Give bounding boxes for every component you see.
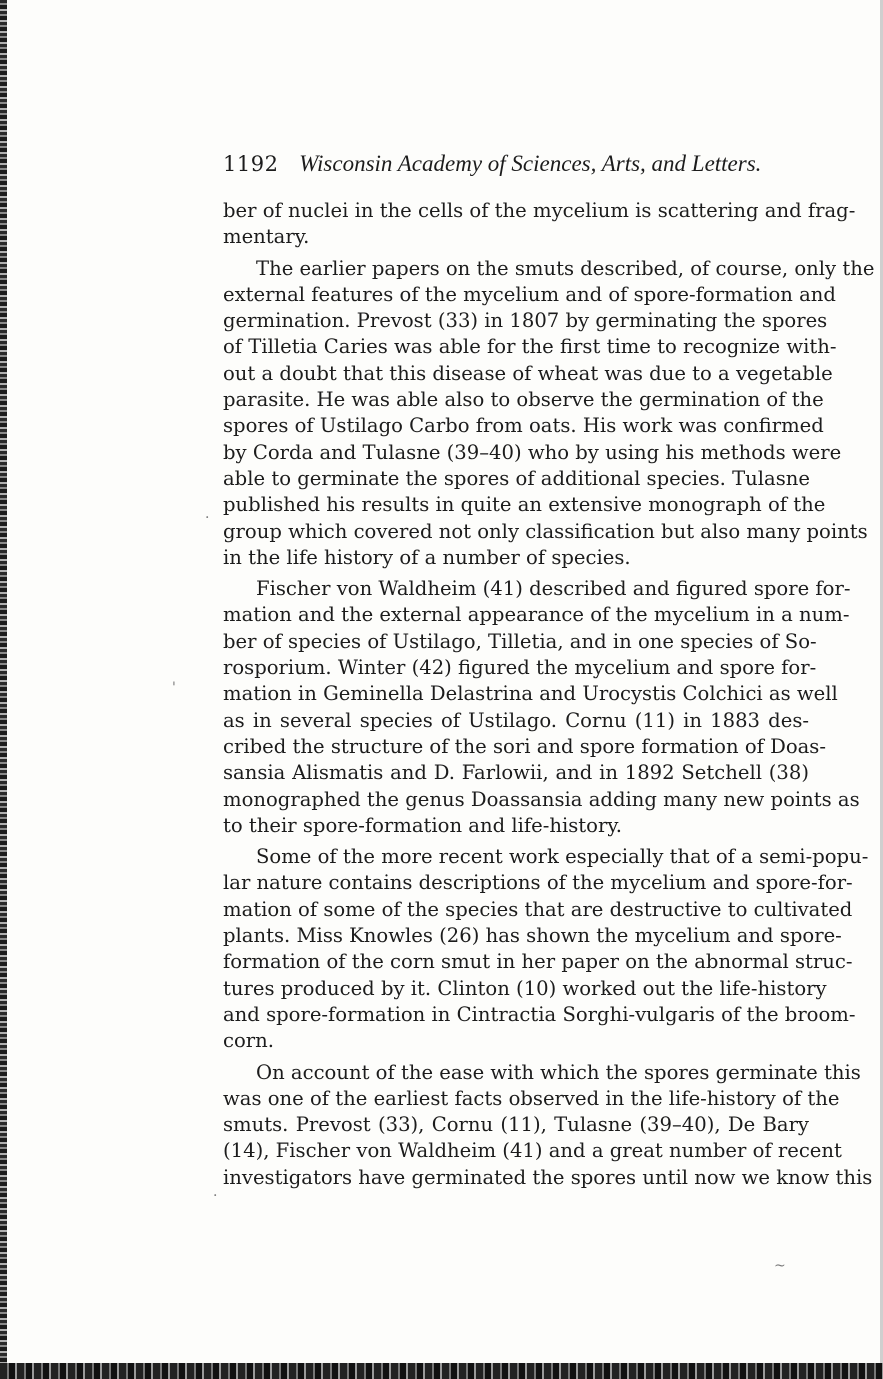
text-line: smuts. Prevost (33), Cornu (11), Tulasne (39–40), De Bary: [223, 1113, 809, 1137]
text-line: mation of some of the species that are destructive to cultivated: [223, 897, 853, 921]
paragraph: [223, 1060, 873, 1191]
text-line: Some of the more recent work especially that of a semi-popu-: [256, 845, 869, 869]
text-line: able to germinate the spores of additional species. Tulasne: [223, 466, 811, 490]
text-line: plants. Miss Knowles (26) has shown the mycelium and spore-: [223, 924, 842, 948]
text-line: tures produced by it. Clinton (10) worked out the life-history: [223, 976, 827, 1000]
text-line: rosporium. Winter (42) figured the mycelium and spore for-: [223, 656, 817, 680]
text-line: (14), Fischer von Waldheim (41) and a great number of recent: [223, 1139, 842, 1163]
text-line: On account of the ease with which the spores germinate this: [256, 1060, 861, 1084]
text-line: was one of the earliest facts observed in the life-history of the: [223, 1086, 840, 1110]
text-line: investigators have germinated the spores until now we know this: [223, 1165, 873, 1189]
page-header: [223, 147, 793, 181]
stray-mark: ·: [213, 1188, 218, 1204]
text-line: spores of Ustilago Carbo from oats. His work was confirmed: [223, 414, 824, 438]
text-line: group which covered not only classification but also many points: [223, 519, 868, 543]
text-line: cribed the structure of the sori and spore formation of Doas-: [223, 734, 826, 758]
scan-edge-bottom: [0, 1363, 883, 1379]
paragraph: [223, 256, 875, 572]
text-line: formation of the corn smut in her paper on the abnormal struc-: [223, 950, 853, 974]
text-line: in the life history of a number of species.: [223, 545, 631, 569]
text-line: mentary.: [223, 225, 310, 249]
text-line: external features of the mycelium and of spore-formation and: [223, 282, 836, 306]
text-line: mation in Geminella Delastrina and Urocystis Colchici as well: [223, 682, 838, 706]
stray-mark: ~: [774, 1258, 786, 1274]
text-line: ber of species of Ustilago, Tilletia, and in one species of So-: [223, 629, 817, 653]
paragraph: [223, 576, 860, 839]
text-line: monographed the genus Doassansia adding many new points as: [223, 787, 860, 811]
text-line: The earlier papers on the smuts described, of course, only the: [256, 256, 875, 280]
text-line: lar nature contains descriptions of the mycelium and spore-for-: [223, 871, 853, 895]
paragraph: [223, 198, 856, 251]
text-line: mation and the external appearance of the mycelium in a num-: [223, 603, 850, 627]
running-title: Wisconsin Academy of Sciences, Arts, and Letters.: [299, 151, 762, 176]
text-line: as in several species of Ustilago. Cornu (11) in 1883 des-: [223, 708, 809, 732]
text-line: by Corda and Tulasne (39–40) who by using his methods were: [223, 440, 842, 464]
text-line: ber of nuclei in the cells of the mycelium is scattering and frag-: [223, 199, 856, 222]
text-line: germination. Prevost (33) in 1807 by germinating the spores: [223, 309, 828, 333]
text-line: sansia Alismatis and D. Farlowii, and in 1892 Setchell (38): [223, 761, 809, 785]
body-text: [223, 198, 875, 1191]
page-number: 1192: [223, 152, 279, 176]
scan-edge-left: [0, 0, 7, 1379]
text-line: of Tilletia Caries was able for the first time to recognize with-: [223, 335, 837, 359]
stray-mark: ·: [205, 510, 210, 526]
text-line: Fischer von Waldheim (41) described and figured spore for-: [256, 577, 851, 601]
stray-mark: ': [172, 680, 176, 696]
text-line: to their spore-formation and life-history.: [223, 813, 623, 837]
text-line: published his results in quite an extensive monograph of the: [223, 493, 826, 517]
text-line: and spore-formation in Cintractia Sorghi-vulgaris of the broom-: [223, 1002, 856, 1026]
text-line: out a doubt that this disease of wheat was due to a vegetable: [223, 361, 833, 385]
text-line: parasite. He was able also to observe the germination of the: [223, 388, 824, 412]
text-line: corn.: [223, 1029, 274, 1053]
paragraph: [223, 844, 869, 1054]
